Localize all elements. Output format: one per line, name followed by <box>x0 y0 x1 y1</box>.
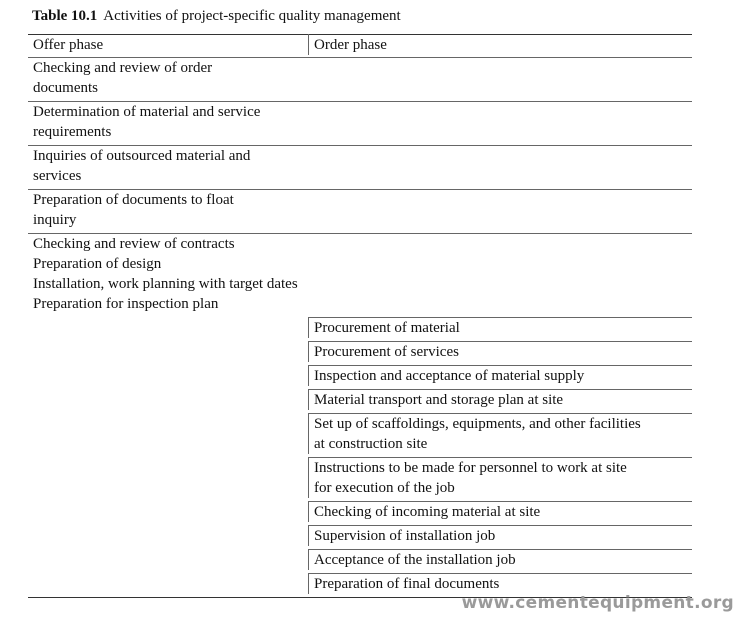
cell-text-line: Procurement of services <box>314 344 459 360</box>
cell-text-line: Procurement of material <box>314 320 460 336</box>
order-activity-cell <box>308 389 692 410</box>
cell-text-line: Order phase <box>314 37 387 53</box>
cell-text-line: Preparation of final documents <box>314 576 500 592</box>
order-activity-cell <box>308 525 692 546</box>
cell-text-line: Instructions to be made for personnel to work at site <box>314 460 627 476</box>
order-empty-cell <box>308 189 692 190</box>
cell-text-line: Checking and review of contracts <box>33 236 235 252</box>
order-row <box>28 389 692 413</box>
offer-activity-cell <box>28 101 308 142</box>
header-row <box>28 34 692 57</box>
cell-text-line: inquiry <box>33 212 77 228</box>
order-row <box>28 365 692 389</box>
order-activity-cell <box>308 501 692 522</box>
order-row <box>28 317 692 341</box>
offer-row <box>28 145 692 189</box>
cell-text-line: Offer phase <box>33 37 104 53</box>
order-row <box>28 525 692 549</box>
cell-text-line: Checking and review of order <box>33 60 213 76</box>
order-activity-cell <box>308 573 692 594</box>
table-number: Table 10.1 <box>32 8 98 24</box>
shared-activity-cell <box>28 233 692 314</box>
order-empty-cell <box>308 101 692 102</box>
order-row <box>28 549 692 573</box>
order-activity-cell <box>308 365 692 386</box>
cell-text-line: Set up of scaffoldings, equipments, and other facilities <box>314 416 641 432</box>
table-title: Activities of project-specific quality management <box>103 8 401 24</box>
order-activity-cell <box>308 457 692 498</box>
cell-text-line: services <box>33 168 82 184</box>
cell-text-line: Determination of material and service <box>33 104 261 120</box>
offer-activity-cell <box>28 189 308 230</box>
cell-text-line: Installation, work planning with target dates <box>33 276 298 292</box>
order-row <box>28 501 692 525</box>
cell-text-line: Acceptance of the installation job <box>314 552 516 568</box>
header-order-phase <box>308 34 692 55</box>
cell-text-line: documents <box>33 80 98 96</box>
offer-activity-cell <box>28 145 308 186</box>
cell-text-line: Material transport and storage plan at site <box>314 392 564 408</box>
order-activity-cell <box>308 341 692 362</box>
order-activity-cell <box>308 317 692 338</box>
order-row <box>28 457 692 501</box>
cell-text-line: Preparation of documents to float <box>33 192 234 208</box>
order-empty-cell <box>308 57 692 58</box>
offer-row <box>28 57 692 101</box>
order-activity-cell <box>308 413 692 454</box>
table-caption <box>32 6 401 26</box>
offer-activity-cell <box>28 57 308 98</box>
cell-text-line: requirements <box>33 124 112 140</box>
offer-row <box>28 189 692 233</box>
order-row <box>28 413 692 457</box>
quality-activities-table <box>28 34 692 596</box>
watermark: www.cementequipment.org <box>461 593 734 613</box>
offer-row <box>28 101 692 145</box>
cell-text-line: Inquiries of outsourced material and <box>33 148 251 164</box>
order-row <box>28 341 692 365</box>
cell-text-line: Preparation for inspection plan <box>33 296 219 312</box>
cell-text-line: Preparation of design <box>33 256 162 272</box>
header-offer-phase <box>28 34 308 55</box>
cell-text-line: Inspection and acceptance of material supply <box>314 368 585 384</box>
cell-text-line: Supervision of installation job <box>314 528 496 544</box>
cell-text-line: Checking of incoming material at site <box>314 504 541 520</box>
shared-activities-row <box>28 233 692 317</box>
order-activity-cell <box>308 549 692 570</box>
order-empty-cell <box>308 145 692 146</box>
cell-text-line: for execution of the job <box>314 480 455 496</box>
cell-text-line: at construction site <box>314 436 428 452</box>
